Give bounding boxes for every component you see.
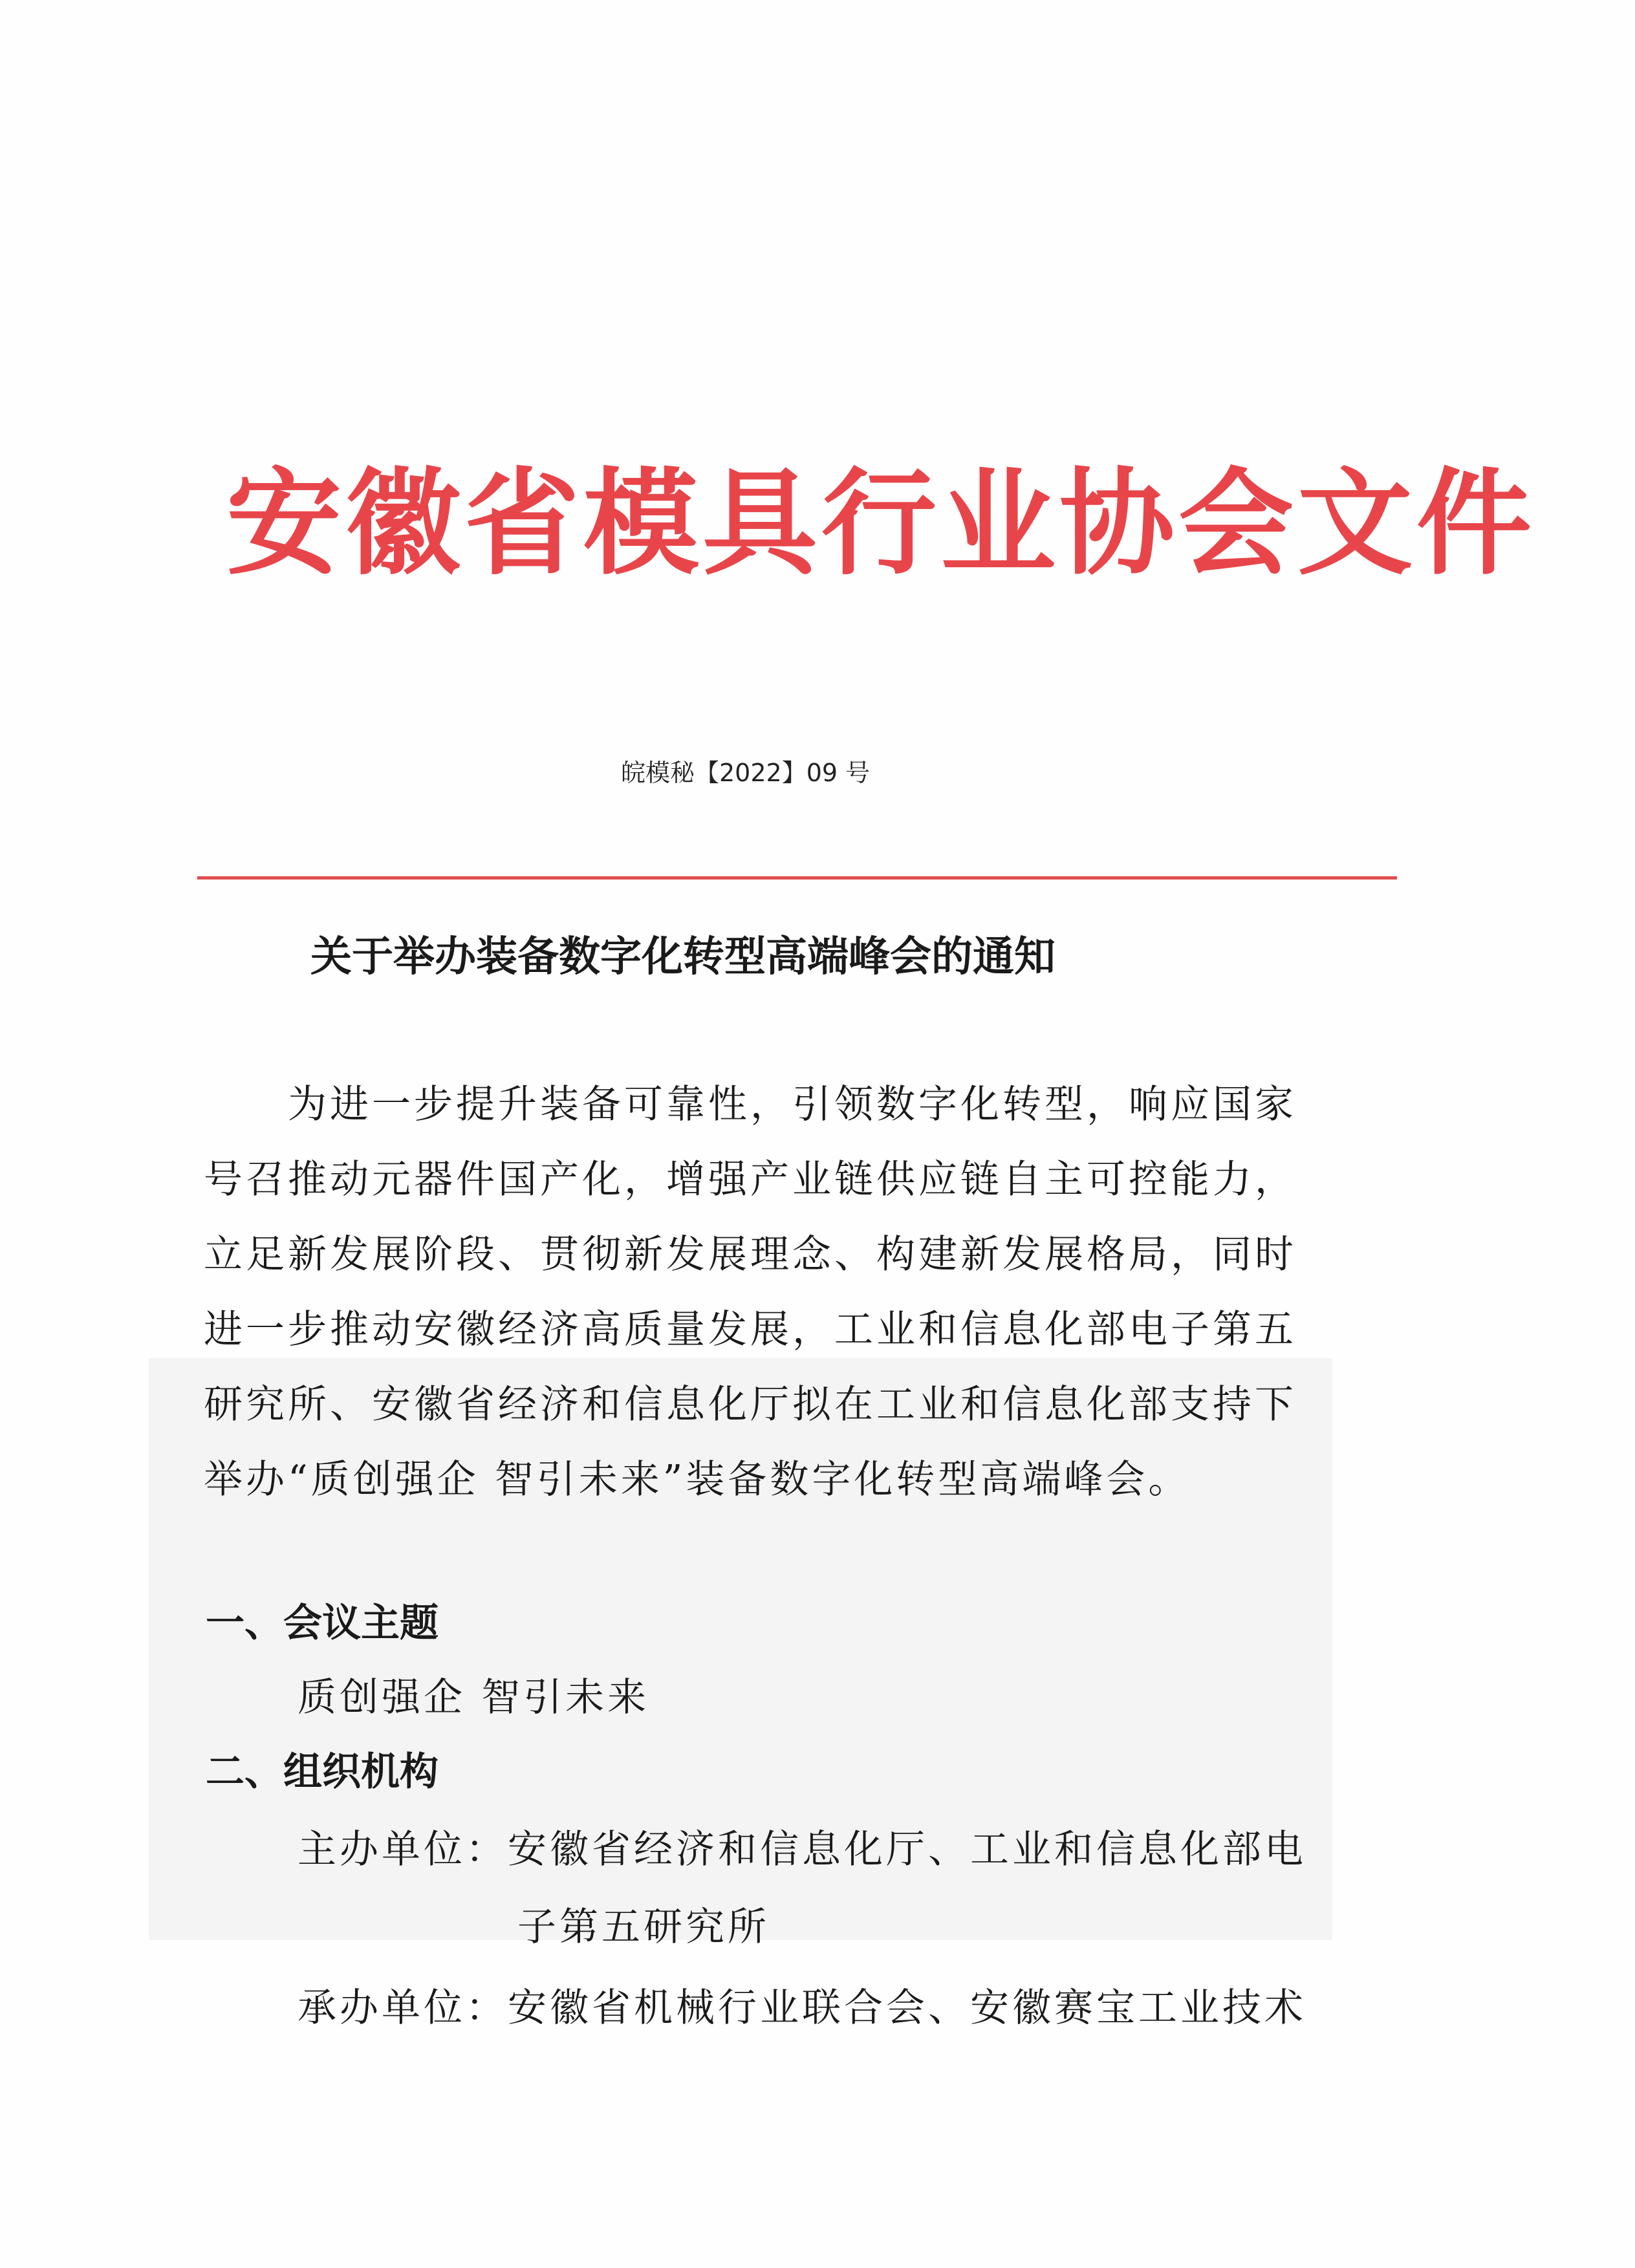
- intro-line: 进一步推动安徽经济高质量发展，工业和信息化部电子第五: [204, 1307, 1297, 1352]
- intro-line: 为进一步提升装备可靠性，引领数字化转型，响应国家: [204, 1082, 1297, 1127]
- organizer-unit-line-1: 承办单位：安徽省机械行业联合会、安徽赛宝工业技术: [298, 1985, 1306, 2031]
- red-divider-line: [197, 876, 1397, 880]
- intro-paragraph: [204, 1067, 1329, 1517]
- notice-title: 关于举办装备数字化转型高端峰会的通知: [310, 933, 1056, 981]
- host-unit-line-2: 子第五研究所: [517, 1905, 770, 1950]
- intro-line: 研究所、安徽省经济和信息化厅拟在工业和信息化部支持下: [204, 1382, 1297, 1427]
- host-unit-line-1: 主办单位：安徽省经济和信息化厅、工业和信息化部电: [298, 1827, 1306, 1872]
- intro-line: 号召推动元器件国产化，增强产业链供应链自主可控能力，: [204, 1157, 1297, 1202]
- document-number: 皖模秘【2022】09 号: [621, 759, 871, 787]
- organization-header-title: 安徽省模具行业协会文件: [226, 457, 1535, 590]
- section-heading-theme: 一、会议主题: [206, 1601, 439, 1646]
- intro-line: 立足新发展阶段、贯彻新发展理念、构建新发展格局，同时: [204, 1232, 1297, 1277]
- intro-line: 举办“质创强企 智引未来”装备数字化转型高端峰会。: [204, 1457, 1191, 1502]
- section-heading-organization: 二、组织机构: [206, 1749, 439, 1795]
- theme-text: 质创强企 智引未来: [298, 1675, 650, 1720]
